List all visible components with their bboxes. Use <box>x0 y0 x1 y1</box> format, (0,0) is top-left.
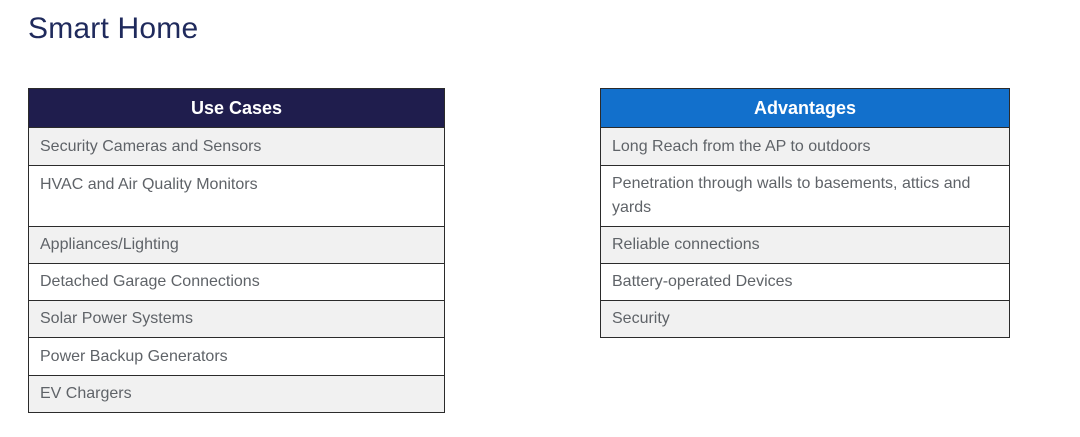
use-case-cell: Detached Garage Connections <box>29 264 445 301</box>
use-case-cell: HVAC and Air Quality Monitors <box>29 166 445 227</box>
use-case-cell: EV Chargers <box>29 376 445 413</box>
advantages-table <box>600 88 1010 338</box>
table-row <box>601 227 1010 264</box>
table-header-row <box>601 89 1010 128</box>
table-row <box>29 376 445 413</box>
use-case-cell: Power Backup Generators <box>29 338 445 376</box>
use-case-cell: Solar Power Systems <box>29 301 445 338</box>
table-header-row <box>29 89 445 128</box>
table-row <box>29 264 445 301</box>
table-row <box>29 227 445 264</box>
advantage-cell: Reliable connections <box>601 227 1010 264</box>
table-row <box>29 128 445 166</box>
use-cases-table <box>28 88 445 413</box>
page-title: Smart Home <box>28 12 199 45</box>
advantages-header: Advantages <box>601 89 1010 128</box>
table-row <box>29 338 445 376</box>
table-row <box>601 264 1010 301</box>
use-case-cell: Appliances/Lighting <box>29 227 445 264</box>
table-row <box>29 301 445 338</box>
advantage-cell: Security <box>601 301 1010 338</box>
table-row <box>29 166 445 227</box>
use-cases-header: Use Cases <box>29 89 445 128</box>
table-row <box>601 128 1010 166</box>
table-row <box>601 301 1010 338</box>
advantage-cell: Battery-operated Devices <box>601 264 1010 301</box>
advantage-cell: Long Reach from the AP to outdoors <box>601 128 1010 166</box>
use-case-cell: Security Cameras and Sensors <box>29 128 445 166</box>
advantage-cell: Penetration through walls to basements, attics and yards <box>601 166 1010 227</box>
table-row <box>601 166 1010 227</box>
